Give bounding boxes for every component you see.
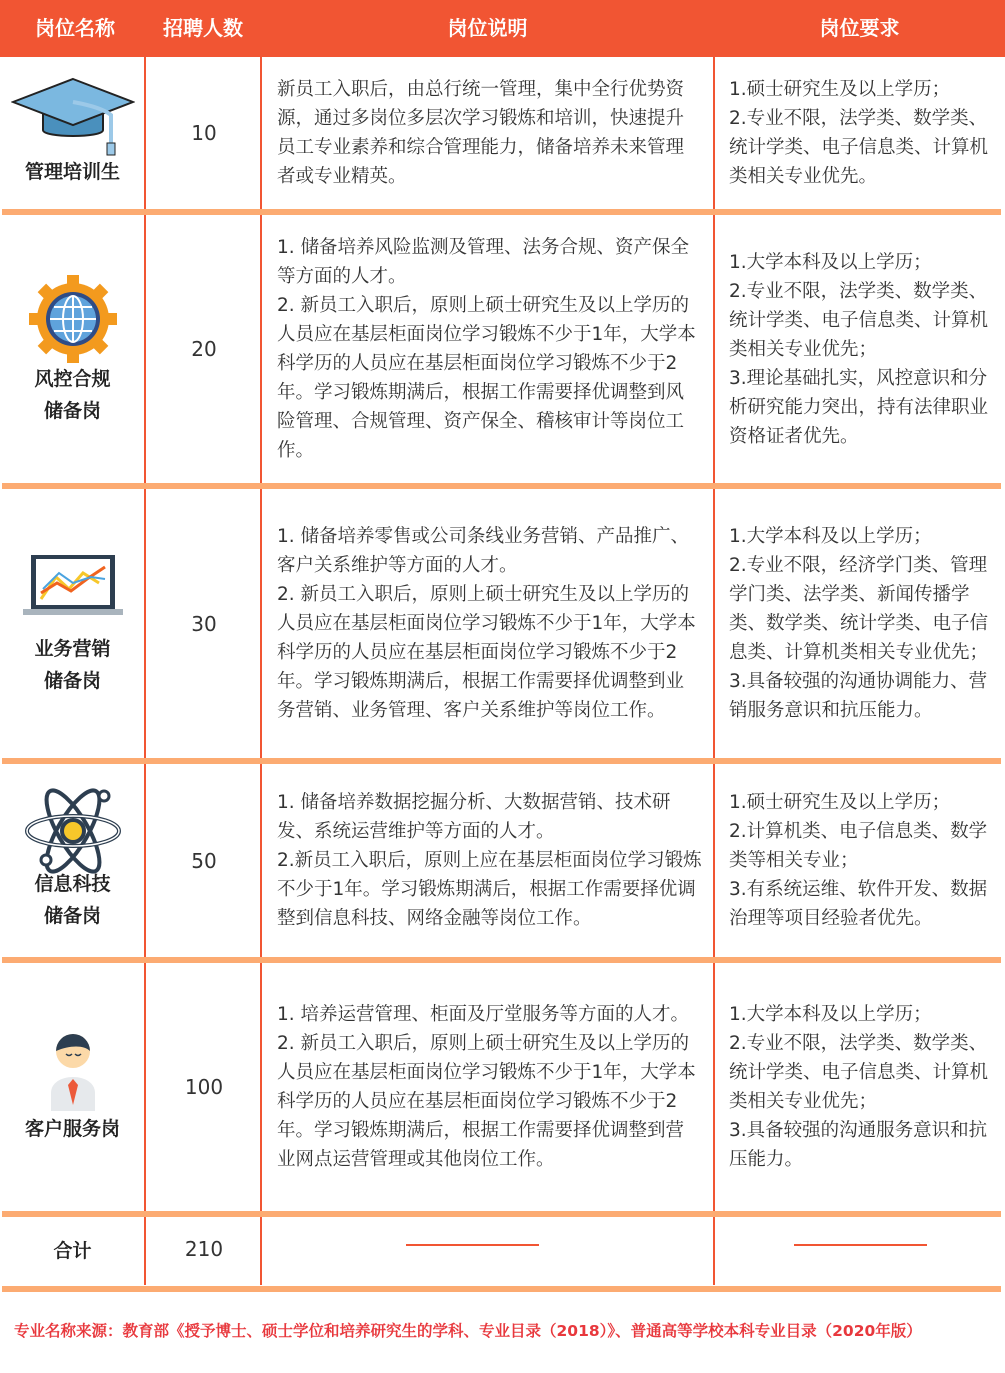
headcount: 30 xyxy=(191,611,217,636)
row-separator xyxy=(2,1286,1001,1292)
col-header-name: 岗位名称 xyxy=(35,16,115,40)
position-name: 业务营销 xyxy=(34,638,111,660)
position-name: 信息科技 xyxy=(34,873,111,895)
position-name: 储备岗 xyxy=(43,400,101,422)
dash-placeholder xyxy=(406,1244,539,1246)
headcount: 10 xyxy=(191,121,217,145)
headcount: 100 xyxy=(184,1075,224,1099)
table-row xyxy=(0,215,1005,483)
position-name: 风控合规 xyxy=(34,368,111,390)
headcount: 20 xyxy=(191,337,217,361)
table-row xyxy=(0,764,1005,957)
col-header-count: 招聘人数 xyxy=(163,16,243,40)
position-description: 新员工入职后，由总行统一管理，集中全行优势资源，通过多岗位多层次学习锻炼和培训，快速提升员工专业素养和综合管理能力，储备培养未来管理者或专业精英。 xyxy=(277,79,685,187)
atom-icon xyxy=(0,786,145,876)
headcount: 50 xyxy=(191,848,217,873)
position-name: 储备岗 xyxy=(43,670,101,692)
position-name: 客户服务岗 xyxy=(24,1118,120,1140)
position-description: 1. 储备培养数据挖掘分析、大数据营销、技术研发、系统运营维护等方面的人才。 2.新员工入职后，原则上应在基层柜面岗位学习锻炼不少于1年。学习锻炼期满后，根据工作需要择优调整到信息科技、网络金融等岗位工作。 xyxy=(277,792,702,929)
total-count: 210 xyxy=(184,1237,224,1261)
laptop-chart-icon xyxy=(0,553,145,619)
globe-gear-icon xyxy=(0,273,145,365)
graduation-cap-icon xyxy=(0,77,145,157)
table-header xyxy=(0,0,1005,57)
position-description: 1. 储备培养零售或公司条线业务营销、产品推广、客户关系维护等方面的人才。 2. 新员工入职后，原则上硕士研究生及以上学历的人员应在基层柜面岗位学习锻炼不少于1年，大学本科学历的人员应在基层柜面岗位学习锻炼不少于2年。学习锻炼期满后，根据工作需要择优调整到业务营销、业务管理、客户关系维护等岗位工作。 xyxy=(277,526,696,721)
table-row xyxy=(0,489,1005,758)
footnote: 专业名称来源：教育部《授予博士、硕士学位和培养研究生的学科、专业目录（2018）》、普通高等学校本科专业目录（2020年版） xyxy=(14,1322,922,1340)
position-requirements: 1.硕士研究生及以上学历； 2.计算机类、电子信息类、数学类等相关专业； 3.有系统运维、软件开发、数据治理等项目经验者优先。 xyxy=(729,792,988,929)
position-name: 管理培训生 xyxy=(24,161,120,183)
position-requirements: 1.大学本科及以上学历； 2.专业不限，法学类、数学类、统计学类、电子信息类、计算机类相关专业优先； 3.具备较强的沟通服务意识和抗压能力。 xyxy=(729,1004,989,1170)
table-row xyxy=(0,57,1005,209)
position-name: 储备岗 xyxy=(43,905,101,927)
col-header-desc: 岗位说明 xyxy=(447,16,528,40)
position-requirements: 1.硕士研究生及以上学历； 2.专业不限，法学类、数学类、统计学类、电子信息类、计算机类相关专业优先。 xyxy=(729,79,989,187)
table-row xyxy=(0,963,1005,1211)
col-header-req: 岗位要求 xyxy=(819,16,900,40)
total-label: 合计 xyxy=(53,1240,92,1262)
service-person-icon xyxy=(0,1027,145,1113)
position-requirements: 1.大学本科及以上学历； 2.专业不限，法学类、数学类、统计学类、电子信息类、计算机类相关专业优先； 3.理论基础扎实，风控意识和分析研究能力突出，持有法律职业资格证者优先。 xyxy=(729,251,989,447)
position-description: 1. 培养运营管理、柜面及厅堂服务等方面的人才。 2. 新员工入职后，原则上硕士研究生及以上学历的人员应在基层柜面岗位学习锻炼不少于1年，大学本科学历的人员应在基层柜面岗位学习锻炼不少于2年。学习锻炼期满后，根据工作需要择优调整到营业网点运营管理或其他岗位工作。 xyxy=(277,1004,696,1170)
position-description: 1. 储备培养风险监测及管理、法务合规、资产保全等方面的人才。 2. 新员工入职后，原则上硕士研究生及以上学历的人员应在基层柜面岗位学习锻炼不少于1年，大学本科学历的人员应在基层柜面岗位学习锻炼不少于2年。学习锻炼期满后，根据工作需要择优调整到风险管理、合规管理、资产保全、稽核审计等岗位工作。 xyxy=(277,237,696,461)
total-row xyxy=(0,1217,1005,1285)
position-requirements: 1.大学本科及以上学历； 2.专业不限，经济学门类、管理学门类、法学类、新闻传播学类、数学类、统计学类、电子信息类、计算机类相关专业优先； 3.具备较强的沟通协调能力、营销服务意识和抗压能力。 xyxy=(729,526,989,721)
dash-placeholder xyxy=(794,1244,927,1246)
